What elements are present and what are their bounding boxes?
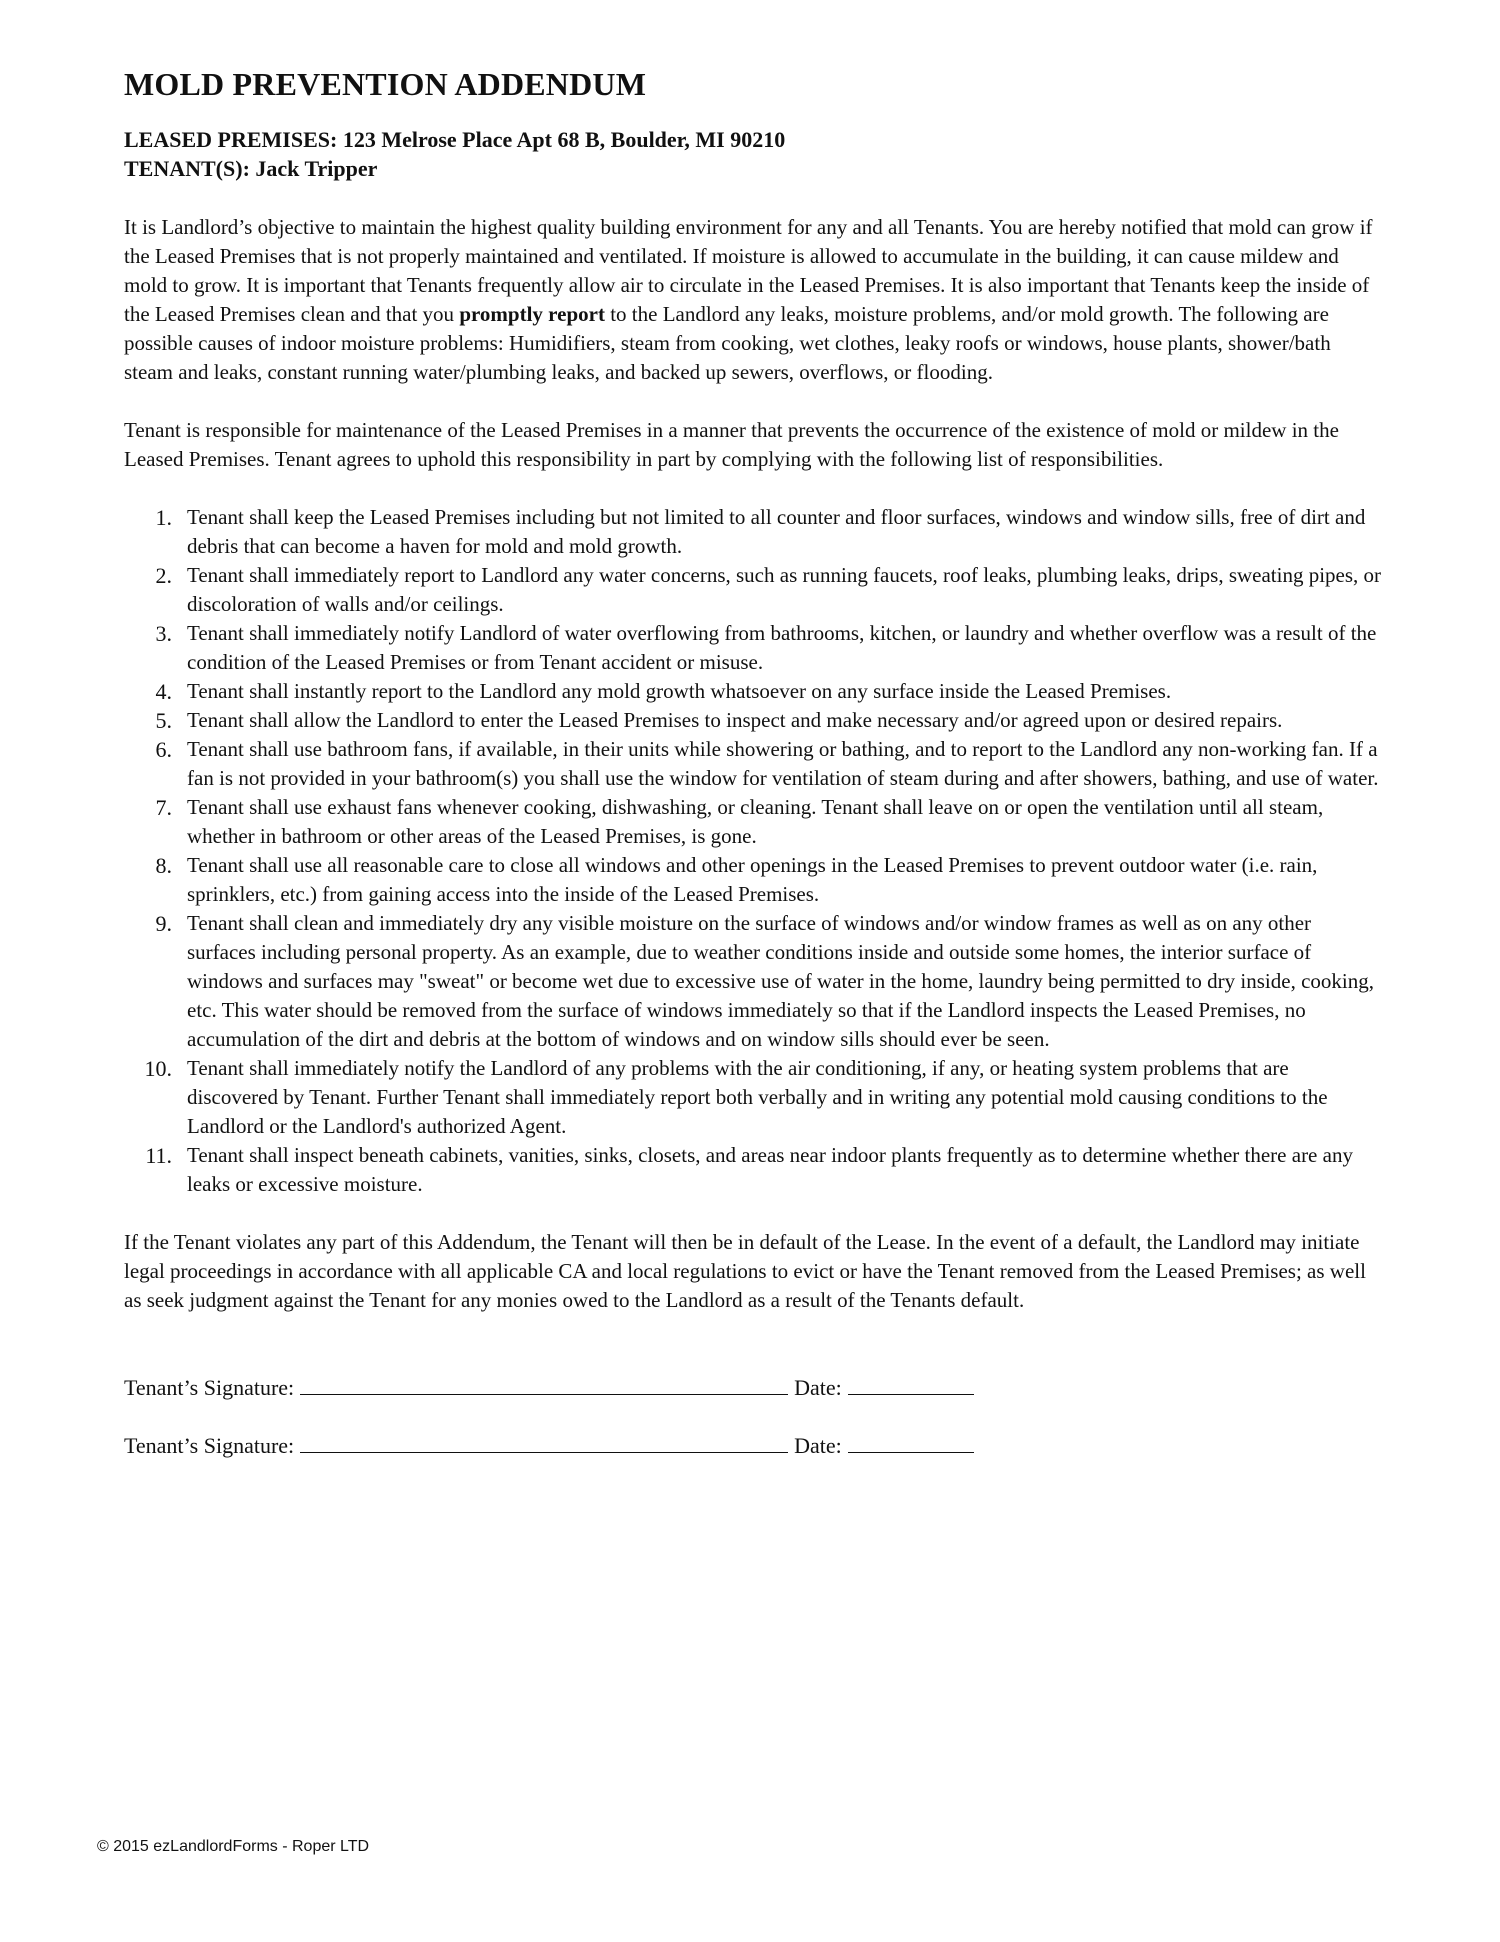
intro-text-1: It is Landlord’s objective to maintain the highest quality building environment for any and all Tenants. You are hereby notified that mold can grow if the Leased Premises that is not properly maintained and ventilated. If moisture is allowed to accumulate in the building, it can cause mildew and mold to grow. It is important that Tenants frequently allow air to circulate in the Leased Premises. It is also important that Tenants keep the inside of the Leased Premises clean and that you xyxy=(124,215,1373,326)
document-page xyxy=(124,66,1384,1489)
list-item xyxy=(124,503,1384,561)
signature-label: Tenant’s Signature: xyxy=(124,1433,295,1458)
item-text: Tenant shall allow the Landlord to enter the Leased Premises to inspect and make necessary and/or agreed upon or desired repairs. xyxy=(187,708,1283,732)
intro-text-2: to the Landlord any leaks, moisture problems, and/or mold growth. The following are possible causes of indoor moisture problems: Humidifiers, steam from cooking, wet clothes, leaky roofs or windows, house plants, shower/bath steam and leaks, constant running water/plumbing leaks, and backed up sewers, overflows, or flooding. xyxy=(124,302,1331,384)
item-number: 2. xyxy=(155,563,172,588)
intro-paragraph xyxy=(124,213,1384,387)
signature-line[interactable] xyxy=(300,1434,788,1453)
item-number: 6. xyxy=(155,737,172,762)
list-item xyxy=(124,793,1384,851)
list-item xyxy=(124,735,1384,793)
item-text: Tenant shall immediately notify Landlord of water overflowing from bathrooms, kitchen, or laundry and whether overflow was a result of the condition of the Leased Premises or from Tenant accident or misuse. xyxy=(187,621,1377,674)
list-item xyxy=(124,619,1384,677)
item-text: Tenant shall use bathroom fans, if available, in their units while showering or bathing, and to report to the Landlord any non-working fan. If a fan is not provided in your bathroom(s) you shall use the window for ventilation of steam during and after showers, bathing, and use of water. xyxy=(187,737,1379,790)
item-text: Tenant shall instantly report to the Landlord any mold growth whatsoever on any surface inside the Leased Premises. xyxy=(187,679,1172,703)
item-number: 5. xyxy=(155,708,172,733)
list-item xyxy=(124,851,1384,909)
item-text: Tenant shall clean and immediately dry any visible moisture on the surface of windows and/or window frames as well as on any other surfaces including personal property. As an example, due to weather conditions inside and outside some homes, the interior surface of windows and surfaces may "sweat" or become wet due to excessive use of water in the home, laundry being permitted to dry inside, cooking, etc. This water should be removed from the surface of windows immediately so that if the Landlord inspects the Leased Premises, no accumulation of the dirt and debris at the bottom of windows and on window sills should ever be seen. xyxy=(187,911,1374,1051)
intro-emphasis: promptly report xyxy=(459,302,605,326)
item-text: Tenant shall immediately report to Landlord any water concerns, such as running faucets, roof leaks, plumbing leaks, drips, sweating pipes, or discoloration of walls and/or ceilings. xyxy=(187,563,1382,616)
list-item xyxy=(124,561,1384,619)
leased-premises: LEASED PREMISES: 123 Melrose Place Apt 68 B, Boulder, MI 90210 xyxy=(124,127,786,152)
date-label: Date: xyxy=(794,1375,842,1400)
responsibilities-list xyxy=(124,503,1384,1199)
list-item xyxy=(124,1054,1384,1141)
item-number: 8. xyxy=(155,853,172,878)
default-paragraph: If the Tenant violates any part of this Addendum, the Tenant will then be in default of the Lease. In the event of a default, the Landlord may initiate legal proceedings in accordance with all applicable CA and local regulations to evict or have the Tenant removed from the Leased Premises; as well as seek judgment against the Tenant for any monies owed to the Landlord as a result of the Tenants default. xyxy=(124,1230,1366,1312)
item-text: Tenant shall keep the Leased Premises including but not limited to all counter and floor surfaces, windows and window sills, free of dirt and debris that can become a haven for mold and mold growth. xyxy=(187,505,1366,558)
item-text: Tenant shall use exhaust fans whenever cooking, dishwashing, or cleaning. Tenant shall leave on or open the ventilation until all steam, whether in bathroom or other areas of the Leased Premises, is gone. xyxy=(187,795,1324,848)
signature-row xyxy=(124,1431,1384,1461)
item-text: Tenant shall inspect beneath cabinets, vanities, sinks, closets, and areas near indoor plants frequently as to determine whether there are any leaks or excessive moisture. xyxy=(187,1143,1353,1196)
signature-line[interactable] xyxy=(300,1376,788,1395)
list-item xyxy=(124,677,1384,706)
tenant-names: TENANT(S): Jack Tripper xyxy=(124,156,378,181)
item-number: 1. xyxy=(155,505,172,530)
responsibility-paragraph: Tenant is responsible for maintenance of the Leased Premises in a manner that prevents the occurrence of the existence of mold or mildew in the Leased Premises. Tenant agrees to uphold this responsibility in part by complying with the following list of responsibilities. xyxy=(124,418,1339,471)
item-number: 7. xyxy=(155,795,172,820)
signature-block xyxy=(124,1373,1384,1461)
lease-info xyxy=(124,125,1384,183)
item-number: 11. xyxy=(145,1143,172,1168)
date-line[interactable] xyxy=(848,1376,974,1395)
item-text: Tenant shall immediately notify the Landlord of any problems with the air conditioning, if any, or heating system problems that are discovered by Tenant. Further Tenant shall immediately report both verbally and in writing any potential mold causing conditions to the Landlord or the Landlord's authorized Agent. xyxy=(187,1056,1328,1138)
item-text: Tenant shall use all reasonable care to close all windows and other openings in the Leased Premises to prevent outdoor water (i.e. rain, sprinklers, etc.) from gaining access into the inside of the Leased Premises. xyxy=(187,853,1318,906)
list-item xyxy=(124,1141,1384,1199)
document-title: MOLD PREVENTION ADDENDUM xyxy=(124,66,647,102)
list-item xyxy=(124,909,1384,1054)
date-label: Date: xyxy=(794,1433,842,1458)
item-number: 9. xyxy=(155,911,172,936)
item-number: 3. xyxy=(155,621,172,646)
copyright-footer: © 2015 ezLandlordForms - Roper LTD xyxy=(97,1838,370,1855)
signature-row xyxy=(124,1373,1384,1403)
signature-label: Tenant’s Signature: xyxy=(124,1375,295,1400)
date-line[interactable] xyxy=(848,1434,974,1453)
item-number: 4. xyxy=(155,679,172,704)
item-number: 10. xyxy=(144,1056,172,1081)
list-item xyxy=(124,706,1384,735)
